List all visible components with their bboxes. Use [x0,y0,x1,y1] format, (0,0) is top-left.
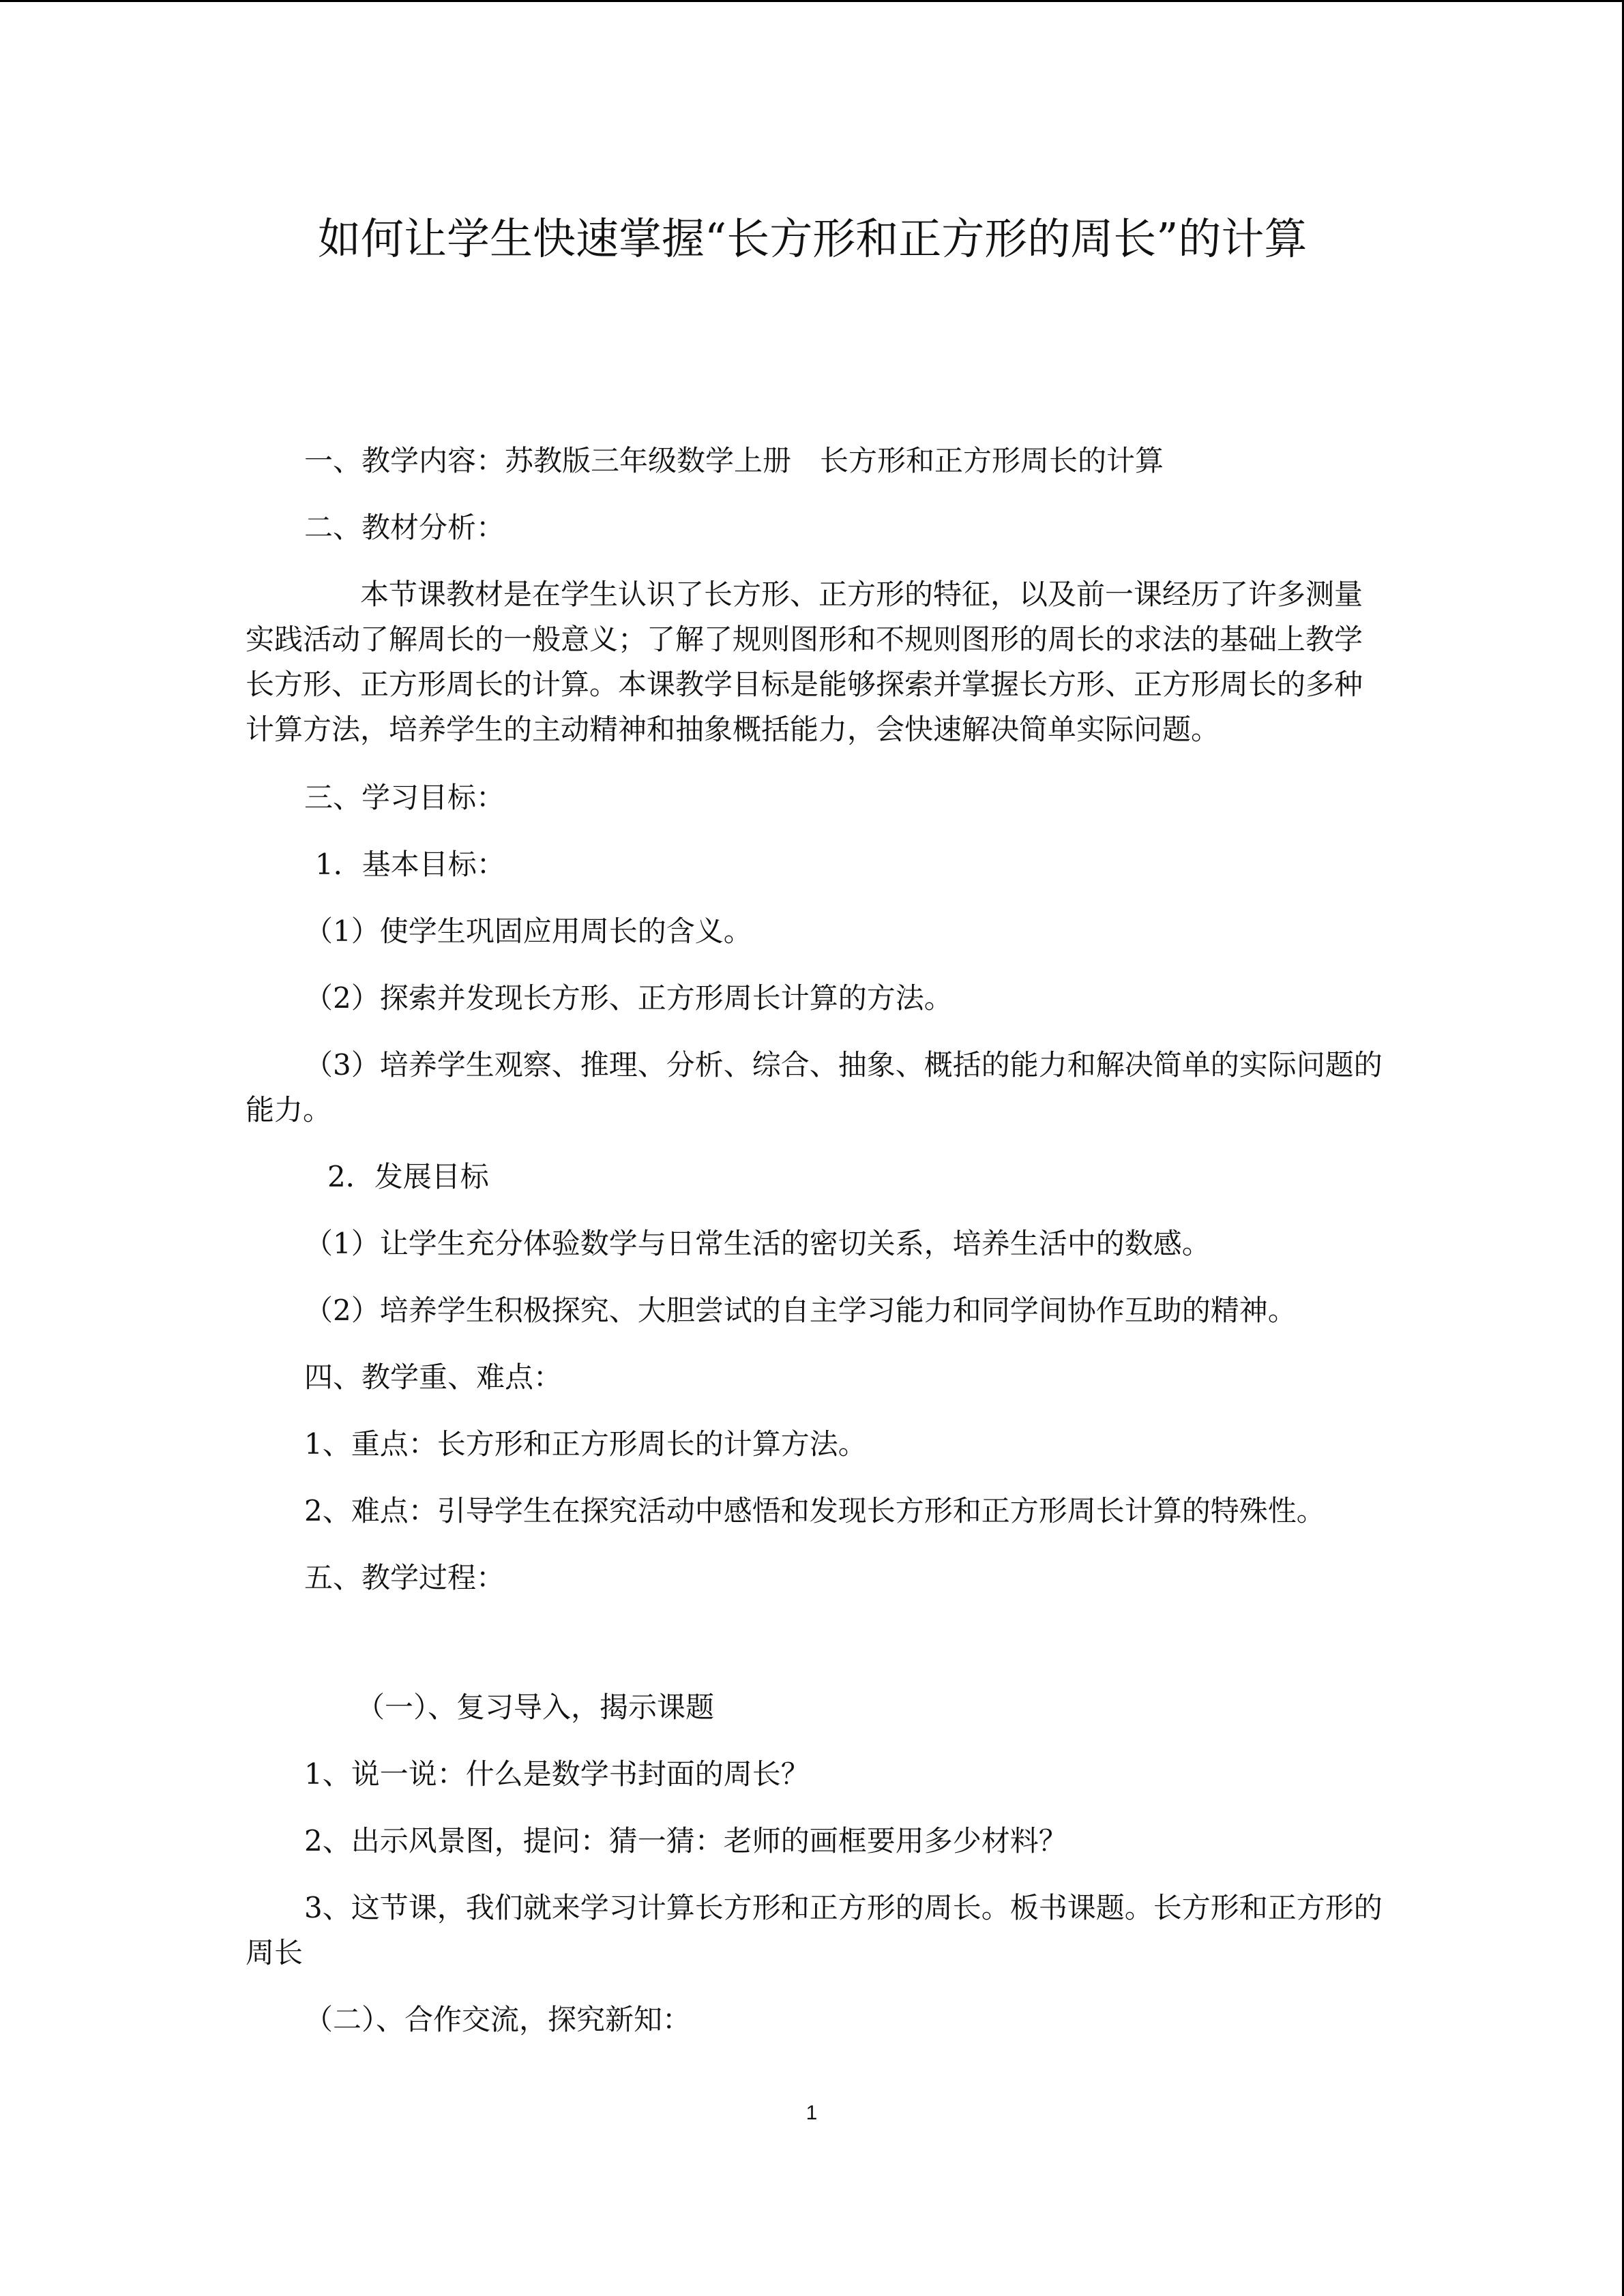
basic-goal-3-line-1: （3）培养学生观察、推理、分析、综合、抽象、概括的能力和解决简单的实际问题的 [304,1048,1383,1082]
key-point: 1、重点：长方形和正方形周长的计算方法。 [304,1427,867,1461]
difficult-point: 2、难点：引导学生在探究活动中感悟和发现长方形和正方形周长计算的特殊性。 [304,1494,1325,1527]
page-border-top [0,0,1624,2]
development-goal-2: （2）培养学生积极探究、大胆尝试的自主学习能力和同学间协作互助的精神。 [304,1294,1297,1327]
process-step-2: 2、出示风景图，提问：猜一猜：老师的画框要用多少材料？ [304,1824,1067,1858]
basic-goal-3-line-2: 能力。 [246,1093,332,1127]
section-1-teaching-content: 一、教学内容：苏教版三年级数学上册 长方形和正方形周长的计算 [304,444,1164,477]
development-goals-heading: 2．发展目标 [327,1160,489,1193]
section-3-heading: 三、学习目标： [304,781,505,814]
process-step-3-line-2: 周长 [246,1936,304,1969]
process-step-3-line-1: 3、这节课，我们就来学习计算长方形和正方形的周长。板书课题。长方形和正方形的 [304,1891,1383,1924]
process-step-1: 1、说一说：什么是数学书封面的周长？ [304,1757,810,1791]
basic-goal-2: （2）探索并发现长方形、正方形周长计算的方法。 [304,981,953,1015]
section-2-heading: 二、教材分析： [304,511,505,544]
analysis-line-1: 本节课教材是在学生认识了长方形、正方形的特征，以及前一课经历了许多测量 [360,578,1363,611]
basic-goal-1: （1）使学生巩固应用周长的含义。 [304,914,752,948]
analysis-line-4: 计算方法，培养学生的主动精神和抽象概括能力，会快速解决简单实际问题。 [246,713,1220,746]
section-4-heading: 四、教学重、难点： [304,1360,563,1394]
development-goal-1: （1）让学生充分体验数学与日常生活的密切关系，培养生活中的数感。 [304,1227,1211,1260]
section-5-heading: 五、教学过程： [304,1561,505,1594]
analysis-line-3: 长方形、正方形周长的计算。本课教学目标是能够探索并掌握长方形、正方形周长的多种 [246,668,1363,701]
page-number: 1 [806,2102,818,2124]
process-part-1-heading: （一）、复习导入，揭示课题 [356,1690,715,1724]
analysis-line-2: 实践活动了解周长的一般意义；了解了规则图形和不规则图形的周长的求法的基础上教学 [246,623,1363,656]
basic-goals-heading: 1．基本目标： [315,848,505,881]
process-part-2-heading: （二）、合作交流，探究新知： [304,2003,692,2036]
document-title: 如何让学生快速掌握“长方形和正方形的周长”的计算 [318,214,1308,264]
